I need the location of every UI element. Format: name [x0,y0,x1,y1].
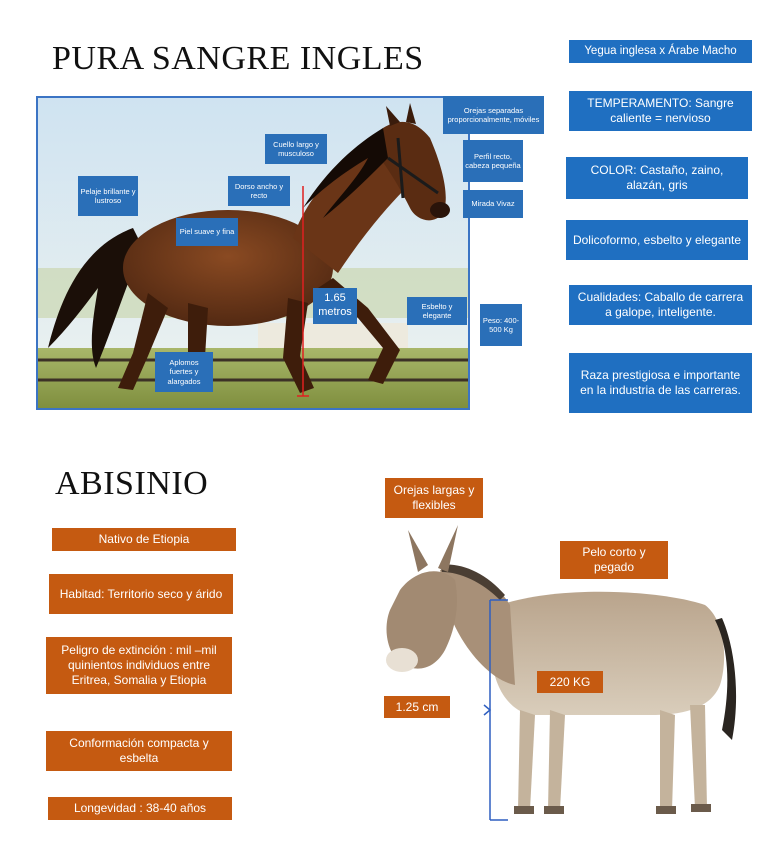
tag-cuello: Cuello largo y musculoso [265,134,327,164]
horse-fact-color: COLOR: Castaño, zaino, alazán, gris [566,157,748,199]
donkey-fact-habitad: Habitad: Territorio seco y árido [49,574,233,614]
horse-fact-origen: Yegua inglesa x Árabe Macho [569,40,752,63]
tag-pelaje: Pelaje brillante y lustroso [78,176,138,216]
donkey-fact-nativo: Nativo de Etiopia [52,528,236,551]
tag-peso: Peso: 400-500 Kg [480,304,522,346]
donkey-title: ABISINIO [55,465,209,502]
donkey-tag-altura: 1.25 cm [384,696,450,718]
horse-fact-raza: Raza prestigiosa e importante en la industria de las carreras. [569,353,752,413]
tag-piel: Piel suave y fina [176,218,238,246]
tag-dorso: Dorso ancho y recto [228,176,290,206]
horse-photo [36,96,470,410]
tag-aplomos: Aplomos fuertes y alargados [155,352,213,392]
donkey-fact-conformacion: Conformación compacta y esbelta [46,731,232,771]
horse-title: PURA SANGRE INGLES [52,40,424,77]
horse-fact-dolicoformo: Dolicoformo, esbelto y elegante [566,220,748,260]
tag-altura: 1.65 metros [313,288,357,324]
donkey-tag-pelo: Pelo corto y pegado [560,541,668,579]
donkey-fact-longevidad: Longevidad : 38-40 años [48,797,232,820]
donkey-fact-peligro: Peligro de extinción : mil –mil quinientos individuos entre Eritrea, Somalia y Etiopia [46,637,232,694]
tag-mirada: Mirada Vivaz [463,190,523,218]
horse-fact-cualidades: Cualidades: Caballo de carrera a galope, inteligente. [569,285,752,325]
donkey-tag-orejas: Orejas largas y flexibles [385,478,483,518]
tag-esbelto: Esbelto y elegante [407,297,467,325]
horse-fact-temperamento: TEMPERAMENTO: Sangre caliente = nervioso [569,91,752,131]
tag-orejas: Orejas separadas proporcionalmente, móviles [443,96,544,134]
horse-illustration [38,98,468,408]
tag-perfil: Perfil recto, cabeza pequeña [463,140,523,182]
donkey-tag-peso: 220 KG [537,671,603,693]
